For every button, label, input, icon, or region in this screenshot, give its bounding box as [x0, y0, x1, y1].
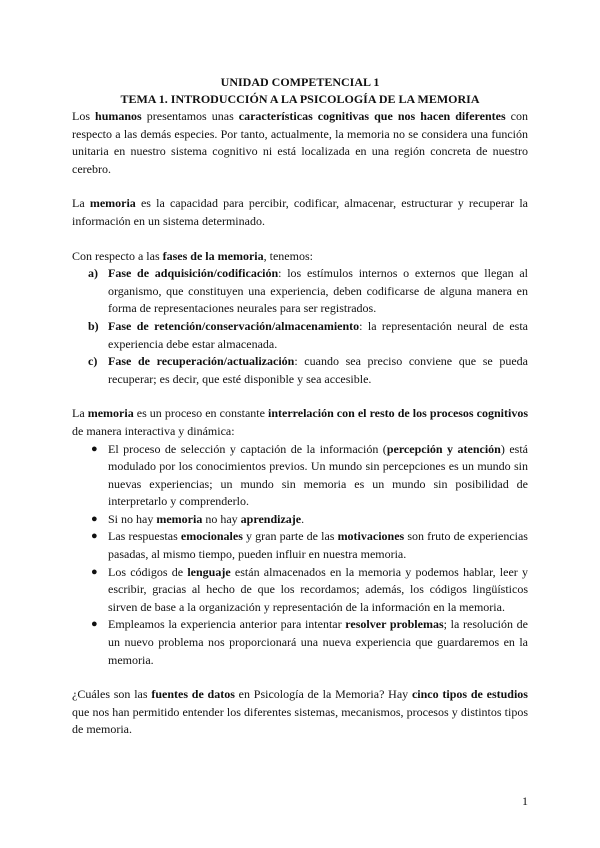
intro-paragraph: Los humanos presentamos unas características cognitivas que nos hacen diferentes con respecto a las demás especies. Por tanto, actualmente, la memoria no se considera una función unitaria en nuestro sistema cognitivo ni está localizada en una región concreta de nuestro cerebro. [72, 109, 529, 176]
process-bullets [72, 441, 528, 670]
definition-paragraph: La memoria es la capacidad para percibir, codificar, almacenar, estructurar y recuperar la información en un sistema determinado. [72, 196, 528, 228]
bullet-icon: ● [91, 565, 98, 578]
bullet-icon: ● [91, 618, 98, 631]
topic-heading: TEMA 1. INTRODUCCIÓN A LA PSICOLOGÍA DE LA MEMORIA [120, 92, 480, 106]
list-item: c) Fase de recuperación/actualización: cuando sea preciso conviene que se pueda recuperar; es decir, que esté disponible y sea accesible. [88, 354, 528, 386]
list-item: ● Los códigos de lenguaje están almacenados en la memoria y podemos hablar, leer y escribir, gracias al hecho de que los recordamos; además, los códigos lingüísticos sirven de base a la organización y representación de la información en la memoria. [91, 564, 529, 614]
sources-paragraph: ¿Cuáles son las fuentes de datos en Psicología de la Memoria? Hay cinco tipos de estudios que nos han permitido entender los diferentes sistemas, mecanismos, procesos y distintos tipos de memoria. [72, 687, 528, 737]
list-item: ● Las respuestas emocionales y gran parte de las motivaciones son fruto de experiencias pasadas, al mismo tiempo, pueden influir en nuestra memoria. [91, 529, 528, 562]
page-number: 1 [522, 794, 528, 808]
bullet-icon: ● [91, 530, 98, 543]
list-marker: a) [88, 266, 98, 281]
unit-heading: UNIDAD COMPETENCIAL 1 [220, 75, 380, 89]
list-item: b) Fase de retención/conservación/almacenamiento: la representación neural de esta experiencia debe estar almacenada. [88, 318, 529, 351]
list-marker: c) [88, 354, 98, 369]
list-marker: b) [88, 318, 99, 333]
list-item: ● El proceso de selección y captación de la información (percepción y atención) está modulado por los conocimientos previos. Un mundo sin percepciones es un mundo sin nuevas experiencias; un mundo sin memoria es un mundo sin posibilidad de interpretarlo y comprenderlo. [91, 441, 528, 509]
phases-lead: Con respecto a las fases de la memoria, tenemos: [72, 248, 313, 263]
process-paragraph: La memoria es un proceso en constante interrelación con el resto de los procesos cognitivos de manera interactiva y dinámica: [72, 406, 528, 438]
phases-list [72, 265, 528, 388]
bullet-icon: ● [91, 442, 98, 455]
list-item: ● Si no hay memoria no hay aprendizaje. [108, 511, 528, 529]
bullet-icon: ● [91, 512, 98, 525]
list-item: a) Fase de adquisición/codificación: los estímulos internos o externos que llegan al organismo, que constituyen una experiencia, deben codificarse de alguna manera en forma de representaciones neurales para ser registrados. [88, 266, 528, 316]
list-item: ● Empleamos la experiencia anterior para intentar resolver problemas; la resolución de un nuevo problema nos proporcionará una nueva experiencia que guardaremos en la memoria. [91, 617, 528, 667]
